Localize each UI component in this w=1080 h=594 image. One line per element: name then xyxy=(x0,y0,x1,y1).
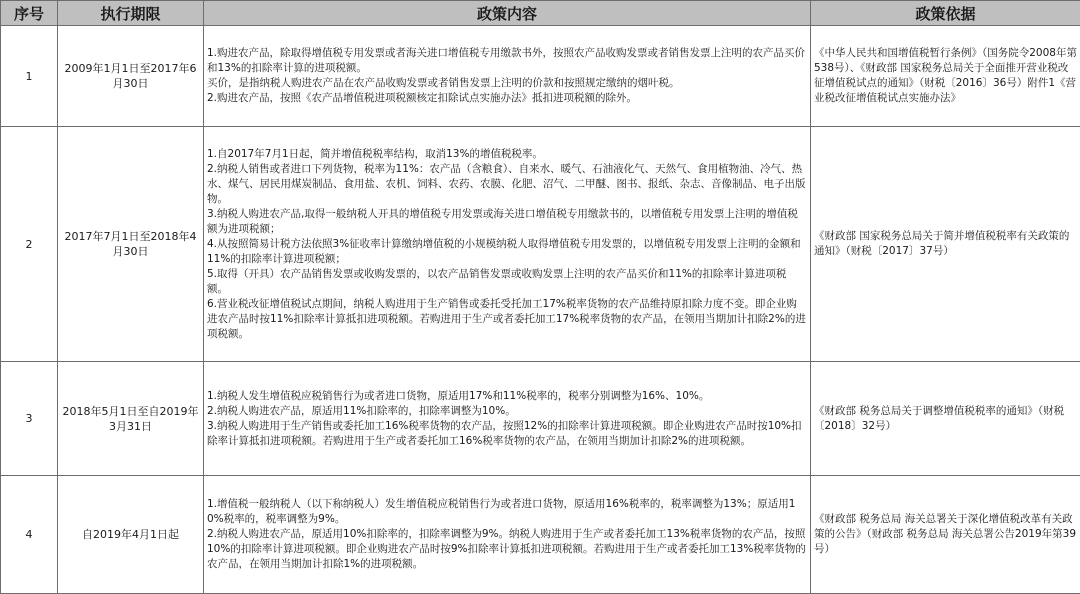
header-content: 政策内容 xyxy=(204,1,811,26)
content-line: 2.纳税人购进农产品，原适用11%扣除率的，扣除率调整为10%。 xyxy=(207,404,516,417)
content-line: 2.纳税人销售或者进口下列货物，税率为11%：农产品（含粮食）、自来水、暖气、石油液化气、天然气、食用植物油、冷气、热水、煤气、居民用煤炭制品、食用盐、农机、饲料、农药、农膜、化肥、沼气、二甲醚、图书、报纸、杂志、音像制品、电子出版物。 xyxy=(207,162,806,205)
row-content xyxy=(204,26,811,127)
content-line: 2.购进农产品，按照《农产品增值税进项税额核定扣除试点实施办法》抵扣进项税额的除外。 xyxy=(207,92,638,104)
content-line: 3.纳税人购进农产品,取得一般纳税人开具的增值税专用发票或海关进口增值税专用缴款书的，以增值税专用发票上注明的增值税额为进项税额； xyxy=(207,207,798,235)
header-num: 序号 xyxy=(1,1,58,26)
row-period: 2017年7月1日至2018年4月30日 xyxy=(58,127,204,362)
table-row xyxy=(1,26,1080,127)
row-basis: 《中华人民共和国增值税暂行条例》（国务院令2008年第538号）、《财政部 国家税务总局关于全面推开营业税改征增值税试点的通知》（财税〔2016〕36号）附件1《营业税改征增值税试点实施办法》 xyxy=(811,26,1080,127)
content-line: 3.纳税人购进用于生产销售或委托加工16%税率货物的农产品，按照12%的扣除率计算进项税额。即企业购进农产品时按10%扣除率计算抵扣进项税额。若购进用于生产或者委托加工16%税率货物的农产品，在领用当期加计扣除2%的进项税额。 xyxy=(207,419,802,447)
row-number: 1 xyxy=(1,26,58,127)
table-row xyxy=(1,362,1080,476)
row-period: 2018年5月1日至自2019年3月31日 xyxy=(58,362,204,476)
content-line: 1.购进农产品，除取得增值税专用发票或者海关进口增值税专用缴款书外，按照农产品收购发票或者销售发票上注明的农产品买价和13%的扣除率计算的进项税额。 xyxy=(207,47,806,74)
row-content xyxy=(204,476,811,594)
row-basis: 《财政部 国家税务总局关于简并增值税税率有关政策的通知》（财税〔2017〕37号） xyxy=(811,127,1080,362)
header-period: 执行期限 xyxy=(58,1,204,26)
content-line: 1.自2017年7月1日起，简并增值税税率结构，取消13%的增值税税率。 xyxy=(207,147,543,160)
content-line: 4.从按照简易计税方法依照3%征收率计算缴纳增值税的小规模纳税人取得增值税专用发票的，以增值税专用发票上注明的金额和11%的扣除率计算进项税额； xyxy=(207,237,801,265)
content-line: 5.取得（开具）农产品销售发票或收购发票的，以农产品销售发票或收购发票上注明的农产品买价和11%的扣除率计算进项税额。 xyxy=(207,267,787,295)
row-content xyxy=(204,127,811,362)
content-line: 1.纳税人发生增值税应税销售行为或者进口货物，原适用17%和11%税率的，税率分别调整为16%、10%。 xyxy=(207,389,710,402)
row-number: 3 xyxy=(1,362,58,476)
table-row xyxy=(1,127,1080,362)
row-period: 自2019年4月1日起 xyxy=(58,476,204,594)
row-number: 2 xyxy=(1,127,58,362)
content-line: 买价，是指纳税人购进农产品在农产品收购发票或者销售发票上注明的价款和按照规定缴纳的烟叶税。 xyxy=(207,77,680,89)
table-header-row xyxy=(1,1,1080,26)
row-basis: 《财政部 税务总局 海关总署关于深化增值税改革有关政策的公告》（财政部 税务总局 海关总署公告2019年第39号） xyxy=(811,476,1080,594)
row-number: 4 xyxy=(1,476,58,594)
content-line: 6.营业税改征增值税试点期间，纳税人购进用于生产销售或委托受托加工17%税率货物的农产品维持原扣除力度不变。即企业购进农产品时按11%扣除率计算抵扣进项税额。若购进用于生产或者委托加工17%税率货物的农产品，在领用当期加计扣除2%的进项税额。 xyxy=(207,297,806,340)
row-basis: 《财政部 税务总局关于调整增值税税率的通知》（财税〔2018〕32号） xyxy=(811,362,1080,476)
content-line: 1.增值税一般纳税人（以下称纳税人）发生增值税应税销售行为或者进口货物，原适用16%税率的，税率调整为13%；原适用10%税率的，税率调整为9%。 xyxy=(207,498,796,525)
header-basis: 政策依据 xyxy=(811,1,1080,26)
table-row xyxy=(1,476,1080,594)
content-line: 2.纳税人购进农产品，原适用10%扣除率的，扣除率调整为9%。纳税人购进用于生产或者委托加工13%税率货物的农产品，按照10%的扣除率计算进项税额。即企业购进农产品时按9%扣除率计算抵扣进项税额。若购进用于生产或者委托加工13%税率货物的农产品，在领用当期加计扣除1%的进项税额。 xyxy=(207,528,806,570)
row-content xyxy=(204,362,811,476)
row-period: 2009年1月1日至2017年6月30日 xyxy=(58,26,204,127)
